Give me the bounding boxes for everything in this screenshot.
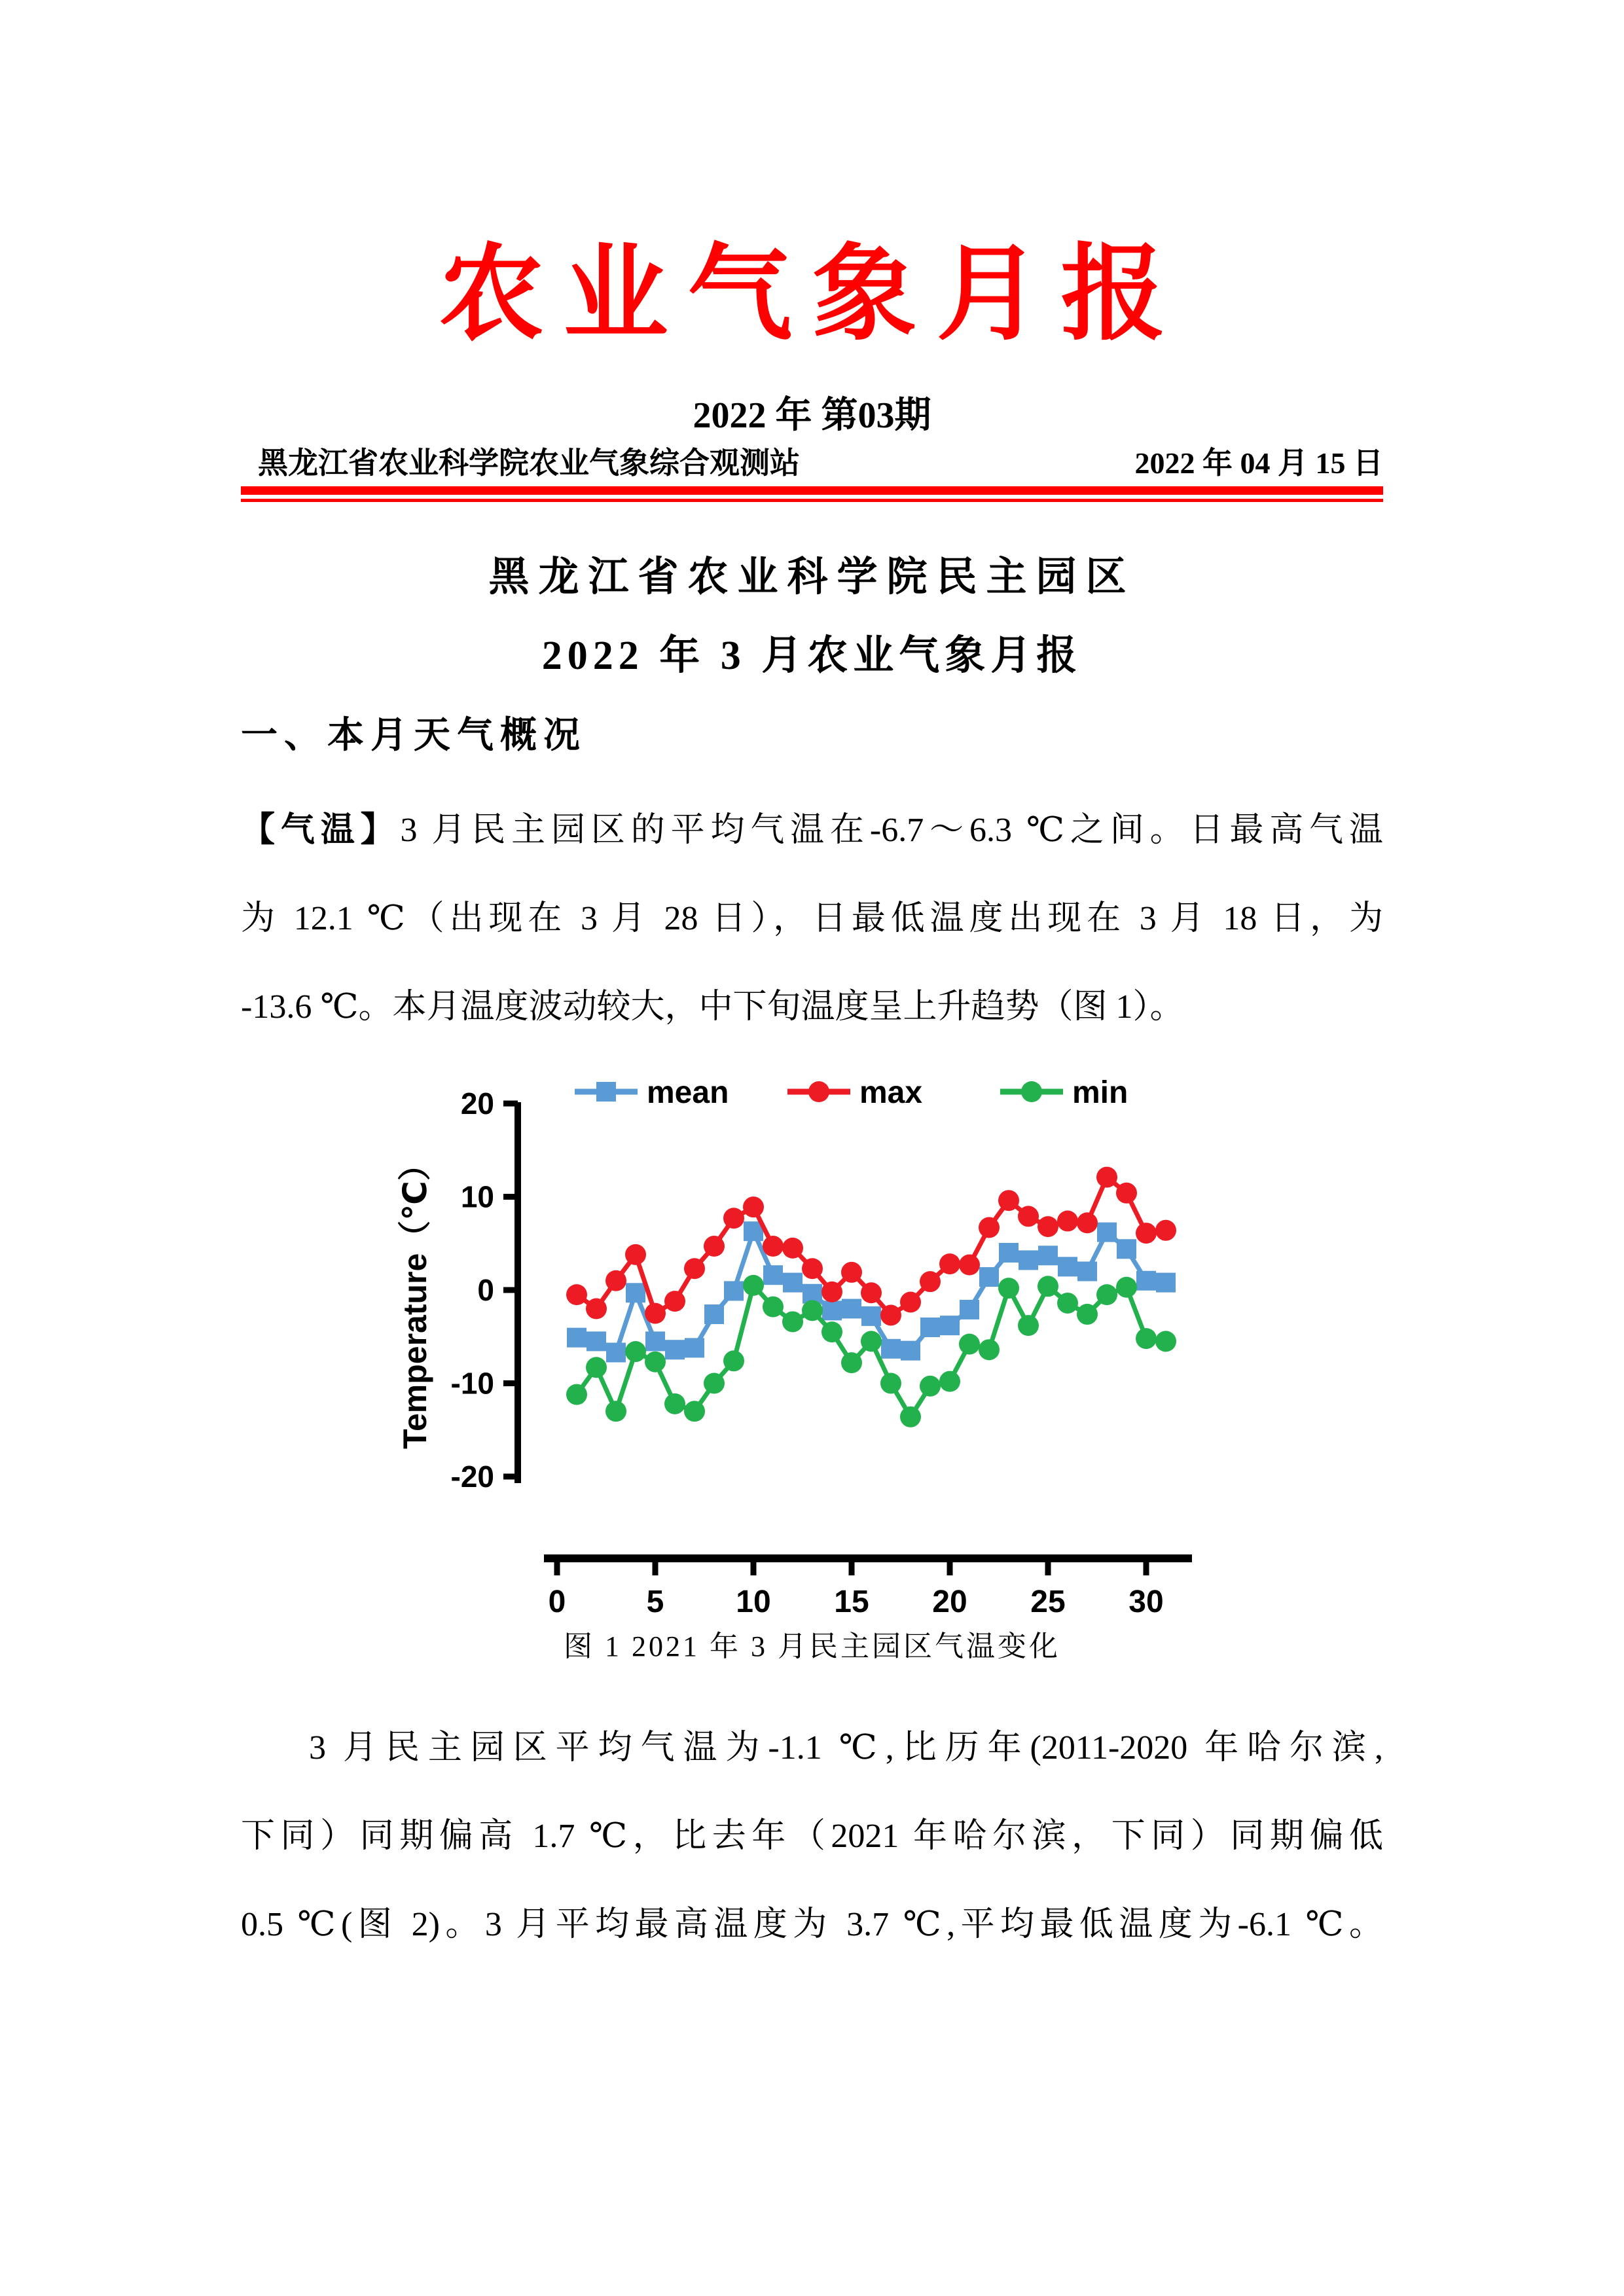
max-point-3 (605, 1270, 626, 1291)
max-point-11 (763, 1236, 784, 1257)
mean-point-9 (724, 1281, 744, 1300)
para1-line3: -13.6 ℃。本月温度波动较大，中下旬温度呈上升趋势（图 1）。 (241, 988, 1184, 1026)
max-point-21 (959, 1255, 980, 1276)
mean-point-17 (881, 1339, 901, 1359)
min-point-16 (861, 1331, 882, 1352)
max-point-24 (1018, 1206, 1039, 1227)
min-point-30 (1136, 1328, 1157, 1349)
mean-point-21 (960, 1300, 979, 1319)
max-point-20 (939, 1253, 960, 1274)
mean-point-23 (999, 1243, 1019, 1263)
min-point-11 (763, 1297, 784, 1318)
max-point-27 (1077, 1212, 1098, 1233)
max-point-18 (900, 1292, 921, 1313)
min-point-25 (1038, 1276, 1058, 1297)
min-point-3 (605, 1401, 626, 1422)
mean-point-12 (783, 1273, 803, 1293)
mean-point-22 (979, 1267, 999, 1287)
y-tick-label: -10 (450, 1366, 494, 1401)
legend-item-max (787, 1075, 922, 1110)
double-rule (241, 486, 1383, 502)
max-point-15 (841, 1262, 862, 1283)
x-tick-label: 10 (735, 1585, 771, 1614)
mean-point-11 (763, 1265, 783, 1285)
max-point-13 (802, 1258, 823, 1279)
max-point-6 (664, 1291, 685, 1312)
mean-point-5 (645, 1331, 665, 1351)
mean-point-8 (704, 1304, 724, 1324)
legend-item-min (1000, 1075, 1128, 1110)
legend-label-min: min (1072, 1075, 1128, 1110)
chart-legend (575, 1075, 1128, 1110)
min-point-26 (1057, 1293, 1078, 1314)
doc-title: 农业气象月报 (439, 236, 1185, 353)
max-point-22 (979, 1217, 1000, 1238)
legend-marker-mean (596, 1082, 616, 1102)
min-point-10 (743, 1275, 764, 1296)
mean-point-2 (586, 1331, 606, 1351)
min-point-21 (959, 1334, 980, 1355)
mean-point-29 (1117, 1239, 1136, 1259)
byline-row (241, 445, 1383, 481)
min-point-29 (1116, 1277, 1137, 1298)
x-axis (544, 1558, 1192, 1614)
mean-point-28 (1097, 1223, 1117, 1242)
issue-date: 2022 年 04 月 15 日 (1134, 446, 1383, 480)
max-point-26 (1057, 1211, 1078, 1232)
mean-point-7 (685, 1338, 704, 1357)
mean-point-26 (1058, 1257, 1077, 1276)
min-point-12 (782, 1311, 803, 1332)
mean-point-25 (1038, 1246, 1058, 1265)
min-point-20 (939, 1371, 960, 1392)
mean-point-30 (1136, 1271, 1156, 1291)
para2-line1: 3 月民主园区平均气温为-1.1 ℃,比历年(2011-2020 年哈尔滨, (309, 1729, 1383, 1767)
min-point-8 (704, 1373, 725, 1394)
x-tick-label: 30 (1128, 1585, 1164, 1614)
para1-line1-text: 3 月民主园区的平均气温在-6.7～6.3 ℃之间。日最高气温 (400, 812, 1383, 849)
mean-point-3 (606, 1342, 626, 1362)
min-point-19 (920, 1376, 941, 1397)
max-point-5 (645, 1303, 666, 1324)
mean-point-15 (842, 1299, 861, 1319)
max-point-31 (1155, 1220, 1176, 1241)
mean-point-27 (1077, 1262, 1097, 1282)
min-point-6 (664, 1393, 685, 1414)
max-point-9 (723, 1208, 744, 1229)
min-point-27 (1077, 1304, 1098, 1325)
agency-name: 黑龙江省农业科学院农业气象综合观测站 (258, 446, 800, 480)
para2-line3: 0.5 ℃(图 2)。3 月平均最高温度为 3.7 ℃,平均最低温度为-6.1 ℃。 (241, 1906, 1383, 1943)
report-heading-line1: 黑龙江省农业科学院民主园区 (488, 555, 1136, 600)
x-tick-label: 25 (1030, 1585, 1066, 1614)
y-axis (397, 1086, 518, 1494)
legend-marker-max (808, 1081, 829, 1102)
x-tick-label: 15 (833, 1585, 869, 1614)
mean-point-14 (822, 1300, 842, 1320)
max-point-17 (880, 1304, 901, 1325)
mean-point-1 (567, 1328, 586, 1348)
min-point-24 (1018, 1315, 1039, 1336)
para2-line2: 下同）同期偏高 1.7 ℃，比去年（2021 年哈尔滨，下同）同期偏低 (241, 1818, 1383, 1855)
max-point-8 (704, 1236, 725, 1257)
paragraph-temperature (241, 786, 1383, 1051)
mean-point-4 (626, 1283, 645, 1302)
min-point-14 (821, 1321, 842, 1342)
para1-line2: 为 12.1 ℃（出现在 3 月 28 日），日最低温度出现在 3 月 18 日，为 (241, 900, 1383, 937)
section1-heading: 一、本月天气概况 (241, 715, 586, 756)
max-point-12 (782, 1238, 803, 1259)
y-tick-label: 20 (460, 1086, 494, 1121)
rule-thin (241, 499, 1383, 502)
legend-label-mean: mean (646, 1075, 729, 1110)
max-point-19 (920, 1271, 941, 1292)
min-point-2 (586, 1357, 607, 1378)
mean-point-6 (665, 1340, 685, 1359)
y-tick-label: 0 (477, 1273, 494, 1307)
series-max (566, 1167, 1176, 1326)
min-point-22 (979, 1339, 1000, 1360)
legend-label-max: max (859, 1075, 922, 1110)
min-point-5 (645, 1352, 666, 1372)
mean-point-31 (1156, 1273, 1176, 1293)
y-axis-title: Temperature（℃） (396, 1148, 433, 1449)
max-point-25 (1038, 1216, 1058, 1237)
max-point-16 (861, 1282, 882, 1303)
x-tick-label: 5 (646, 1585, 664, 1614)
max-point-4 (625, 1244, 646, 1265)
mean-point-18 (901, 1341, 920, 1361)
max-point-2 (586, 1299, 607, 1319)
min-point-28 (1096, 1284, 1117, 1305)
mean-point-24 (1019, 1250, 1038, 1270)
report-heading-line2: 2022 年 3 月农业气象月报 (541, 634, 1083, 678)
legend-item-mean (575, 1075, 729, 1110)
figure1 (241, 1058, 1383, 1664)
x-tick-label: 20 (931, 1585, 967, 1614)
min-point-9 (723, 1350, 744, 1371)
y-tick-label: 10 (460, 1179, 494, 1214)
max-point-29 (1116, 1183, 1137, 1204)
min-point-1 (566, 1384, 587, 1405)
mean-point-19 (920, 1318, 940, 1337)
min-point-4 (625, 1341, 646, 1362)
paragraph-comparison (241, 1704, 1383, 1969)
max-point-14 (821, 1282, 842, 1302)
min-point-15 (841, 1352, 862, 1373)
min-point-7 (684, 1401, 705, 1422)
rule-thick (241, 486, 1383, 495)
min-point-18 (900, 1407, 921, 1427)
min-point-23 (998, 1278, 1019, 1299)
legend-marker-min (1021, 1081, 1042, 1102)
issue-line: 2022 年 第03期 (693, 395, 931, 436)
min-point-31 (1155, 1331, 1176, 1352)
temperature-chart (380, 1058, 1244, 1614)
mean-point-16 (861, 1306, 881, 1326)
para1-line1 (241, 786, 1383, 874)
max-point-23 (998, 1190, 1019, 1211)
temperature-label: 【气温】 (241, 812, 401, 849)
max-point-30 (1136, 1223, 1157, 1244)
max-point-28 (1096, 1167, 1117, 1188)
max-point-7 (684, 1258, 705, 1279)
max-point-10 (743, 1196, 764, 1217)
x-tick-label: 0 (548, 1585, 566, 1614)
mean-point-20 (940, 1316, 960, 1335)
max-point-1 (566, 1284, 587, 1305)
min-point-13 (802, 1300, 823, 1321)
figure1-caption: 图 1 2021 年 3 月民主园区气温变化 (564, 1630, 1060, 1662)
y-tick-label: -20 (450, 1460, 494, 1494)
min-point-17 (880, 1373, 901, 1394)
